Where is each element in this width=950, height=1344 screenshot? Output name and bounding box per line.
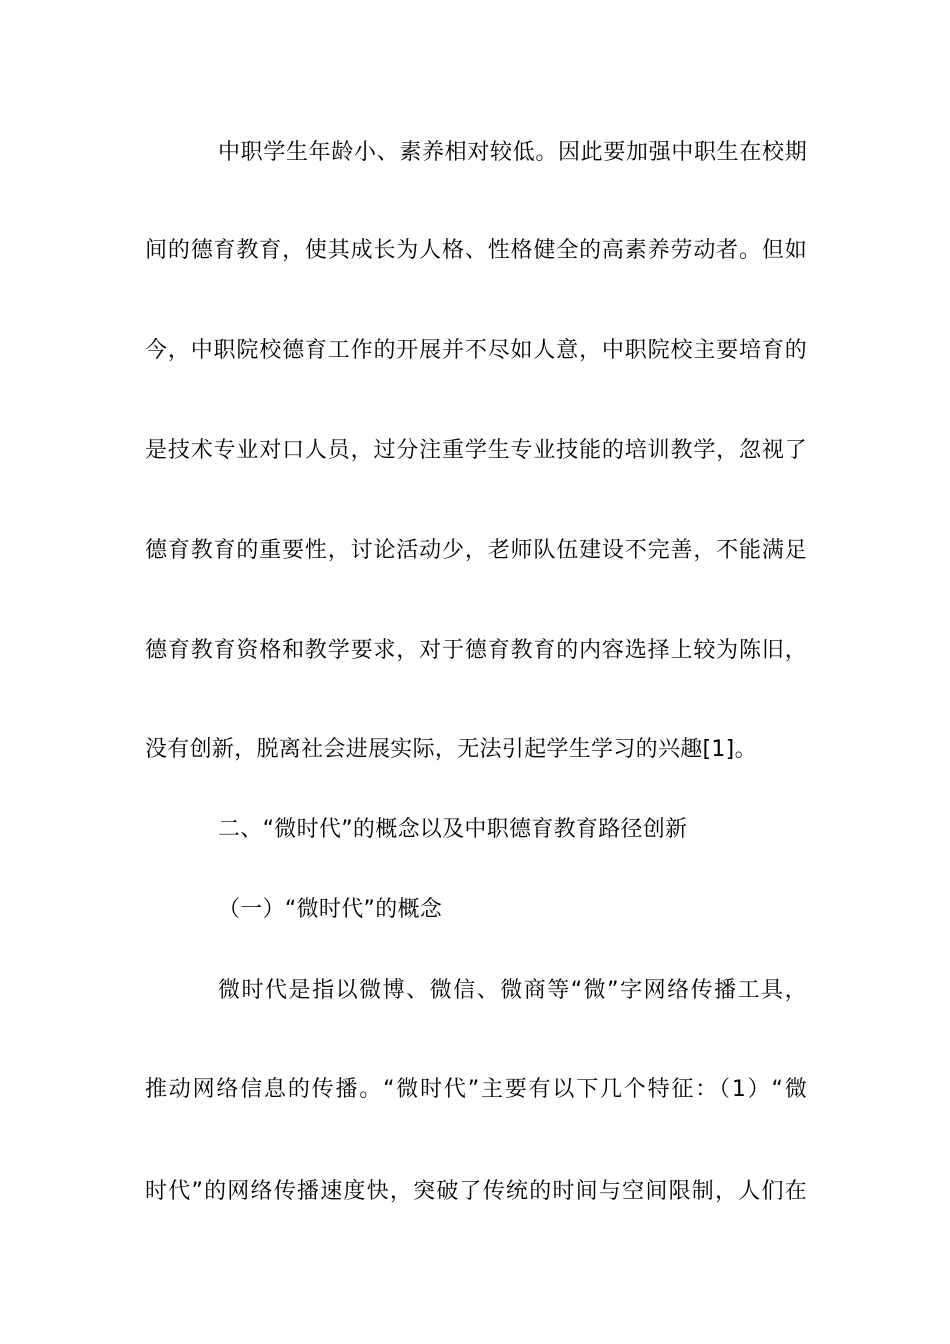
- subsection-heading-2-1: （一）“微时代”的概念: [218, 897, 443, 922]
- paragraph-1-line-2: 间的德育教育，使其成长为人格、性格健全的高素养劳动者。但如: [145, 238, 807, 263]
- paragraph-1-line-7: 没有创新，脱离社会进展实际，无法引起学生学习的兴趣[1]。: [145, 737, 757, 762]
- section-heading-2: 二、“微时代”的概念以及中职德育教育路径创新: [218, 817, 688, 842]
- paragraph-1-line-4: 是技术专业对口人员，过分注重学生专业技能的培训教学，忽视了: [145, 438, 807, 463]
- paragraph-2-line-3: 时代”的网络传播速度快，突破了传统的时间与空间限制，人们在: [145, 1179, 807, 1204]
- paragraph-2-line-2: 推动网络信息的传播。“微时代”主要有以下几个特征：（1）“微: [145, 1077, 807, 1102]
- paragraph-1-line-3: 今，中职院校德育工作的开展并不尽如人意，中职院校主要培育的: [145, 338, 807, 363]
- paragraph-2-line-1: 微时代是指以微博、微信、微商等“微”字网络传播工具，: [218, 978, 807, 1003]
- paragraph-1-line-6: 德育教育资格和教学要求，对于德育教育的内容选择上较为陈旧，: [145, 638, 807, 663]
- paragraph-1-line-1: 中职学生年龄小、素养相对较低。因此要加强中职生在校期: [218, 140, 807, 165]
- paragraph-1-line-5: 德育教育的重要性，讨论活动少，老师队伍建设不完善，不能满足: [145, 538, 807, 563]
